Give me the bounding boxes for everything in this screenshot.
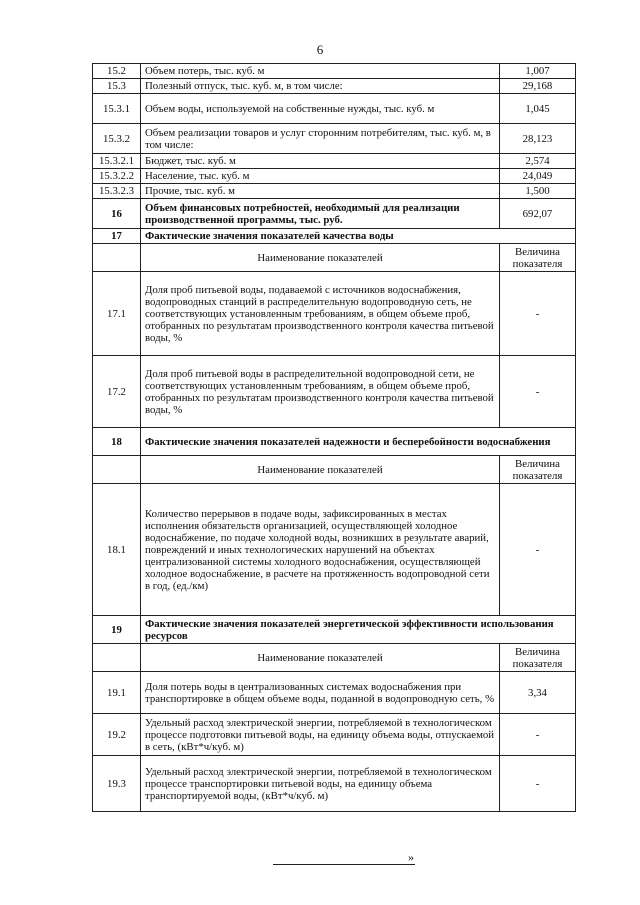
section-title: Фактические значения показателей энергетической эффективности использования ресурсов [141, 616, 576, 644]
table-row [93, 484, 576, 616]
row-number: 17.2 [93, 356, 141, 428]
row-text: Объем реализации товаров и услуг сторонним потребителям, тыс. куб. м, в том числе: [141, 124, 500, 154]
row-number: 19.2 [93, 714, 141, 756]
table-row [93, 272, 576, 356]
row-text: Прочие, тыс. куб. м [141, 184, 500, 199]
row-number: 15.3.2.3 [93, 184, 141, 199]
table-row [93, 94, 576, 124]
row-number: 19.3 [93, 756, 141, 812]
row-value: 28,123 [500, 124, 576, 154]
column-header-value: Величина показателя [500, 244, 576, 272]
table-row [93, 184, 576, 199]
program-table [92, 63, 576, 812]
row-value: - [500, 272, 576, 356]
column-header-value: Величина показателя [500, 644, 576, 672]
section-number: 17 [93, 229, 141, 244]
row-text: Полезный отпуск, тыс. куб. м, в том числе: [141, 79, 500, 94]
empty-cell [93, 644, 141, 672]
table-row [93, 169, 576, 184]
row-value: - [500, 756, 576, 812]
table-row [93, 356, 576, 428]
row-text: Объем воды, используемой на собственные нужды, тыс. куб. м [141, 94, 500, 124]
column-header-name: Наименование показателей [141, 644, 500, 672]
row-number: 15.3.2.2 [93, 169, 141, 184]
row-value: 1,007 [500, 64, 576, 79]
row-value: 2,574 [500, 154, 576, 169]
row-text: Удельный расход электрической энергии, потребляемой в технологическом процессе подготовки питьевой воды, на единицу объема воды, отпускаемой в сеть, (кВт*ч/куб. м) [141, 714, 500, 756]
column-header-row [93, 644, 576, 672]
row-number: 19.1 [93, 672, 141, 714]
table-row [93, 79, 576, 94]
row-value: 3,34 [500, 672, 576, 714]
row-value: - [500, 484, 576, 616]
row-number: 15.3.1 [93, 94, 141, 124]
row-value: 24,049 [500, 169, 576, 184]
row-number: 15.3 [93, 79, 141, 94]
row-text: Доля потерь воды в централизованных системах водоснабжения при транспортировке в общем объеме воды, поданной в водопроводную сеть, % [141, 672, 500, 714]
row-value: - [500, 714, 576, 756]
row-text: Доля проб питьевой воды в распределительной водопроводной сети, не соответствующих установленным требованиям, в общем объеме проб, отобранных по результатам производственного контроля качества питьевой воды, % [141, 356, 500, 428]
section-number: 18 [93, 428, 141, 456]
table-row [93, 714, 576, 756]
table-row [93, 124, 576, 154]
table-row [93, 672, 576, 714]
column-header-value: Величина показателя [500, 456, 576, 484]
row-number: 15.3.2 [93, 124, 141, 154]
table-row [93, 199, 576, 229]
row-text: Доля проб питьевой воды, подаваемой с источников водоснабжения, водопроводных станций в распределительную водопроводную сеть, не соответствующих установленным требованиям, в общем объеме проб, отобранных по результатам производственного контроля качества питьевой воды, % [141, 272, 500, 356]
row-number: 17.1 [93, 272, 141, 356]
row-value: 1,500 [500, 184, 576, 199]
row-value: - [500, 356, 576, 428]
table-row [93, 154, 576, 169]
row-text: Объем потерь, тыс. куб. м [141, 64, 500, 79]
row-number: 15.2 [93, 64, 141, 79]
empty-cell [93, 456, 141, 484]
section-title: Фактические значения показателей надежности и бесперебойности водоснабжения [141, 428, 576, 456]
row-text: Бюджет, тыс. куб. м [141, 154, 500, 169]
column-header-name: Наименование показателей [141, 244, 500, 272]
row-text: Количество перерывов в подаче воды, зафиксированных в местах исполнения обязательств организацией, осуществляющей холодное водоснабжение, по подаче холодной воды, возникших в результате аварий, повреждений и иных технологических нарушений на объектах централизованной системы холодного водоснабжения, осуществляющей холодное водоснабжение, в расчете на протяженность водопроводной сети в год, (ед./км) [141, 484, 500, 616]
section-header-row [93, 616, 576, 644]
closing-quote: » [408, 850, 414, 864]
row-value: 692,07 [500, 199, 576, 229]
table-row [93, 64, 576, 79]
section-header-row [93, 428, 576, 456]
section-header-row [93, 229, 576, 244]
row-number: 15.3.2.1 [93, 154, 141, 169]
row-text: Объем финансовых потребностей, необходимый для реализации производственной программы, тыс. руб. [141, 199, 500, 229]
row-text: Население, тыс. куб. м [141, 169, 500, 184]
row-number: 18.1 [93, 484, 141, 616]
section-number: 19 [93, 616, 141, 644]
table-row [93, 756, 576, 812]
empty-cell [93, 244, 141, 272]
column-header-row [93, 244, 576, 272]
section-title: Фактические значения показателей качества воды [141, 229, 576, 244]
column-header-row [93, 456, 576, 484]
row-value: 29,168 [500, 79, 576, 94]
row-text: Удельный расход электрической энергии, потребляемой в технологическом процессе транспортировки питьевой воды, на единицу объема транспортируемой воды, (кВт*ч/куб. м) [141, 756, 500, 812]
row-value: 1,045 [500, 94, 576, 124]
page-number: 6 [316, 42, 324, 57]
column-header-name: Наименование показателей [141, 456, 500, 484]
row-number: 16 [93, 199, 141, 229]
signature-underline [273, 852, 415, 865]
